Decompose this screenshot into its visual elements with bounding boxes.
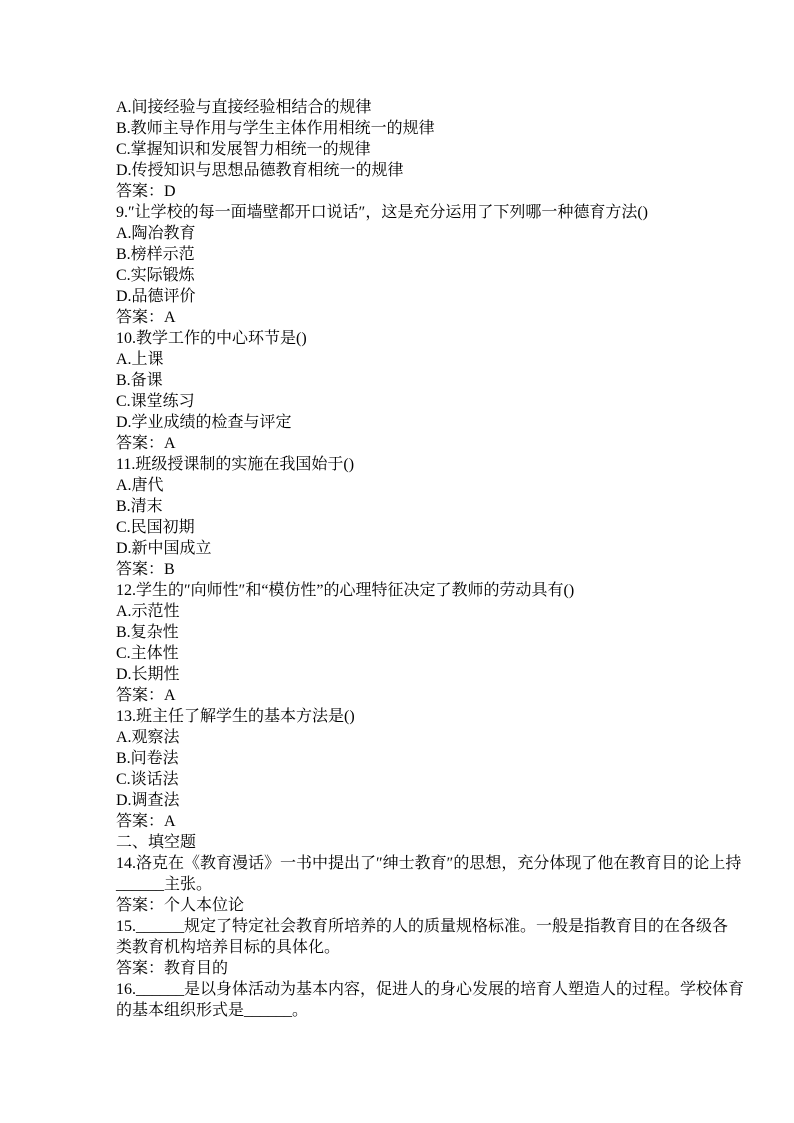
- option-line: C.课堂练习: [116, 393, 195, 410]
- question-stem: 11.班级授课制的实施在我国始于(): [116, 456, 355, 473]
- fill-question-line: 的基本组织形式是______。: [116, 1002, 309, 1019]
- fill-question-line: 类教育机构培养目标的具体化。: [116, 939, 341, 956]
- answer-line: 答案：B: [116, 561, 175, 578]
- option-line: B.备课: [116, 372, 163, 389]
- option-line: C.谈话法: [116, 771, 179, 788]
- answer-line: 答案：个人本位论: [116, 897, 245, 914]
- option-line: C.实际锻炼: [116, 267, 195, 284]
- option-line: B.教师主导作用与学生主体作用相统一的规律: [116, 120, 435, 137]
- answer-line: 答案：A: [116, 309, 176, 326]
- fill-question-line: 16.______是以身体活动为基本内容，促进人的身心发展的培育人塑造人的过程。学校体育: [116, 981, 745, 998]
- question-stem: 9.″让学校的每一面墙壁都开口说话″，这是充分运用了下列哪一种德育方法(): [116, 204, 648, 221]
- answer-line: 答案：A: [116, 435, 176, 452]
- answer-line: 答案：A: [116, 687, 176, 704]
- option-line: A.间接经验与直接经验相结合的规律: [116, 99, 372, 116]
- option-line: B.榜样示范: [116, 246, 195, 263]
- question-stem: 12.学生的″向师性″和“模仿性”的心理特征决定了教师的劳动具有(): [116, 582, 575, 599]
- answer-line: 答案：D: [116, 183, 176, 200]
- option-line: C.掌握知识和发展智力相统一的规律: [116, 141, 371, 158]
- question-stem: 10.教学工作的中心环节是(): [116, 330, 307, 347]
- fill-question-line: 14.洛克在《教育漫话》一书中提出了″绅士教育″的思想，充分体现了他在教育目的论上持: [116, 855, 742, 872]
- option-line: A.唐代: [116, 477, 164, 494]
- option-line: D.品德评价: [116, 288, 196, 305]
- option-line: D.学业成绩的检查与评定: [116, 414, 292, 431]
- option-line: D.调查法: [116, 792, 180, 809]
- answer-line: 答案：教育目的: [116, 960, 229, 977]
- fill-question-line: 15.______规定了特定社会教育所培养的人的质量规格标准。一般是指教育目的在各级各: [116, 918, 729, 935]
- exam-text-block: [116, 97, 745, 1021]
- option-line: A.上课: [116, 351, 164, 368]
- question-stem: 13.班主任了解学生的基本方法是(): [116, 708, 355, 725]
- fill-question-line: ______主张。: [116, 876, 213, 893]
- option-line: B.清末: [116, 498, 163, 515]
- option-line: D.新中国成立: [116, 540, 212, 557]
- section-heading: 二、填空题: [116, 834, 197, 851]
- option-line: C.民国初期: [116, 519, 195, 536]
- option-line: B.复杂性: [116, 624, 179, 641]
- option-line: C.主体性: [116, 645, 179, 662]
- option-line: D.传授知识与思想品德教育相统一的规律: [116, 162, 404, 179]
- answer-line: 答案：A: [116, 813, 176, 830]
- option-line: A.陶冶教育: [116, 225, 196, 242]
- option-line: A.观察法: [116, 729, 180, 746]
- option-line: D.长期性: [116, 666, 180, 683]
- option-line: A.示范性: [116, 603, 180, 620]
- option-line: B.问卷法: [116, 750, 179, 767]
